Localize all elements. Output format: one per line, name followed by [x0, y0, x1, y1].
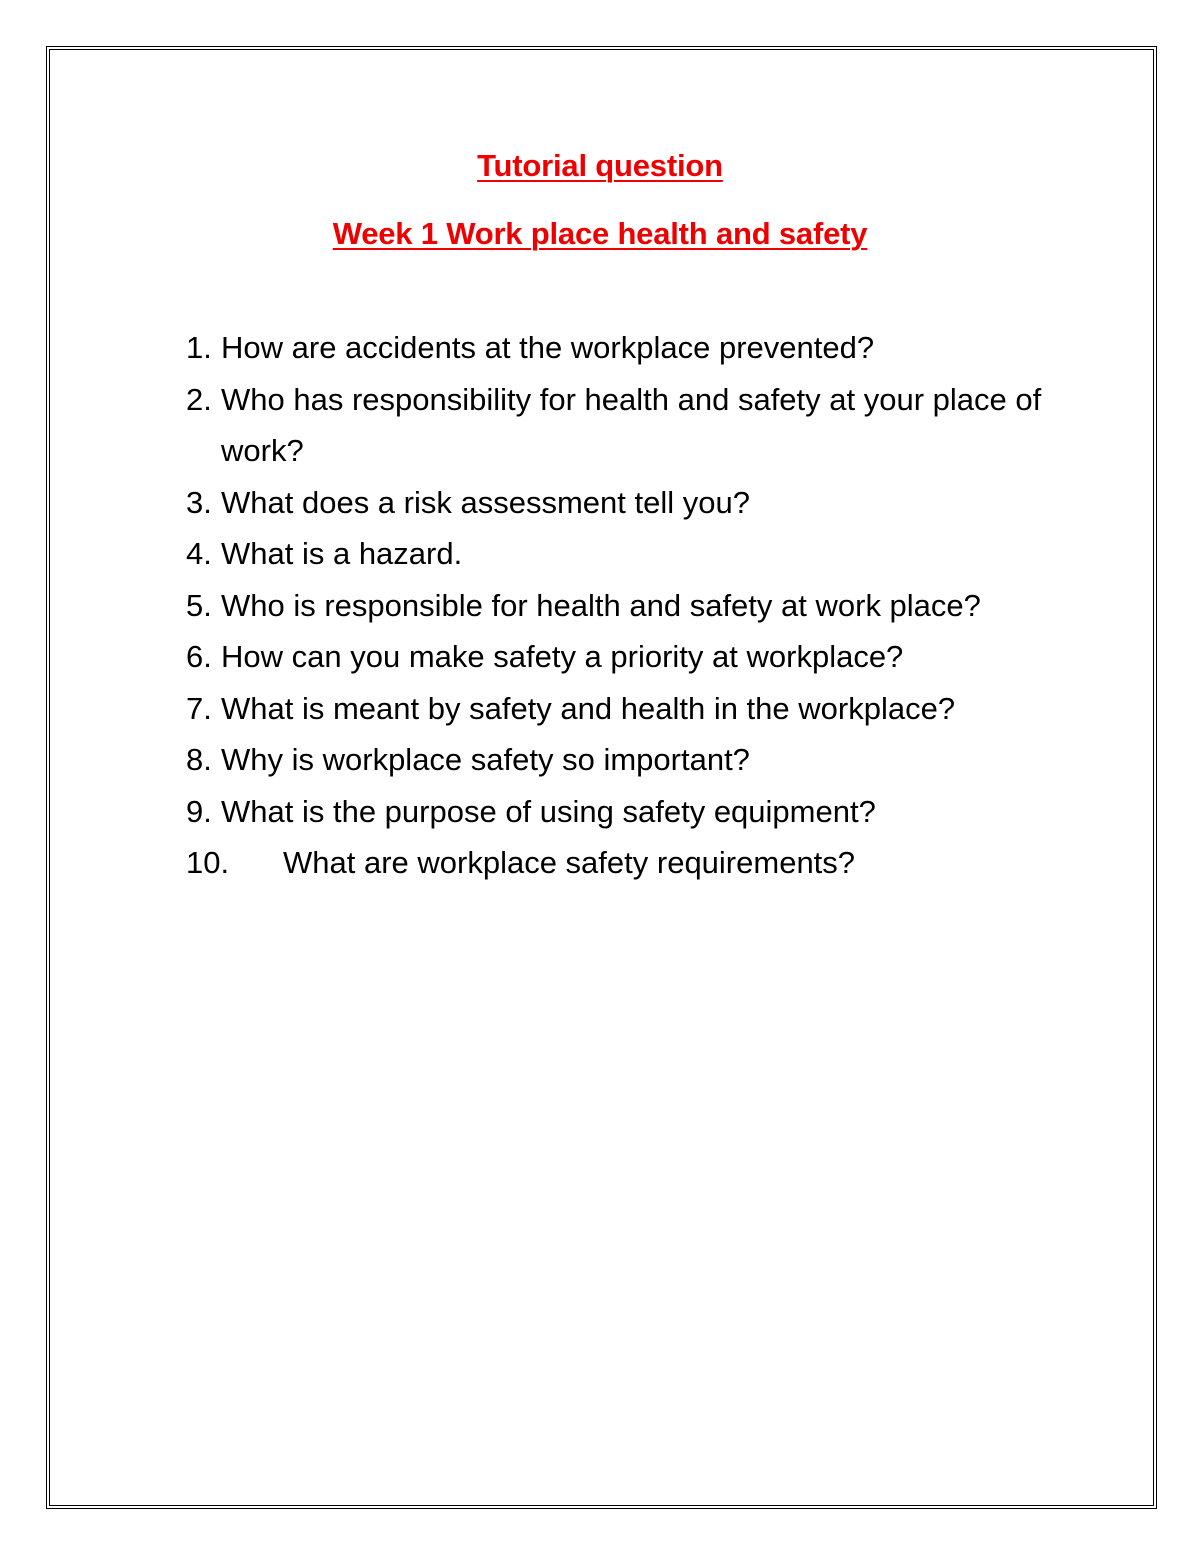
question-item	[186, 631, 1056, 683]
question-number: 3.	[186, 484, 212, 520]
question-item	[186, 374, 1056, 477]
question-item	[186, 580, 1056, 632]
question-text: What are workplace safety requirements?	[283, 845, 856, 880]
question-number: 5.	[186, 587, 212, 623]
question-text: Who has responsibility for health and safety at your place of work?	[221, 381, 1042, 468]
question-item	[186, 837, 1056, 889]
question-number: 10.	[186, 845, 230, 880]
question-item	[186, 477, 1056, 529]
question-text: What is meant by safety and health in the workplace?	[221, 690, 956, 726]
question-text: How can you make safety a priority at workplace?	[221, 639, 904, 674]
document-title: Tutorial question	[477, 148, 723, 183]
question-text: Why is workplace safety so important?	[221, 742, 750, 777]
question-text: How are accidents at the workplace prevented?	[221, 330, 875, 365]
question-text: What does a risk assessment tell you?	[221, 484, 750, 520]
question-item	[186, 322, 1056, 374]
question-number: 7.	[186, 690, 212, 726]
question-item	[186, 683, 1056, 735]
question-item	[186, 528, 1056, 580]
question-text: What is a hazard.	[221, 536, 463, 571]
question-number: 8.	[186, 742, 212, 777]
document-subtitle: Week 1 Work place health and safety	[332, 216, 868, 251]
question-number: 2.	[186, 381, 212, 417]
question-item	[186, 786, 1056, 838]
question-list	[186, 322, 1056, 889]
question-number: 1.	[186, 330, 212, 365]
question-number: 4.	[186, 536, 212, 571]
question-number: 9.	[186, 793, 212, 829]
question-text: What is the purpose of using safety equipment?	[221, 793, 876, 829]
question-number: 6.	[186, 639, 212, 674]
question-item	[186, 734, 1056, 786]
question-text: Who is responsible for health and safety at work place?	[221, 587, 981, 623]
